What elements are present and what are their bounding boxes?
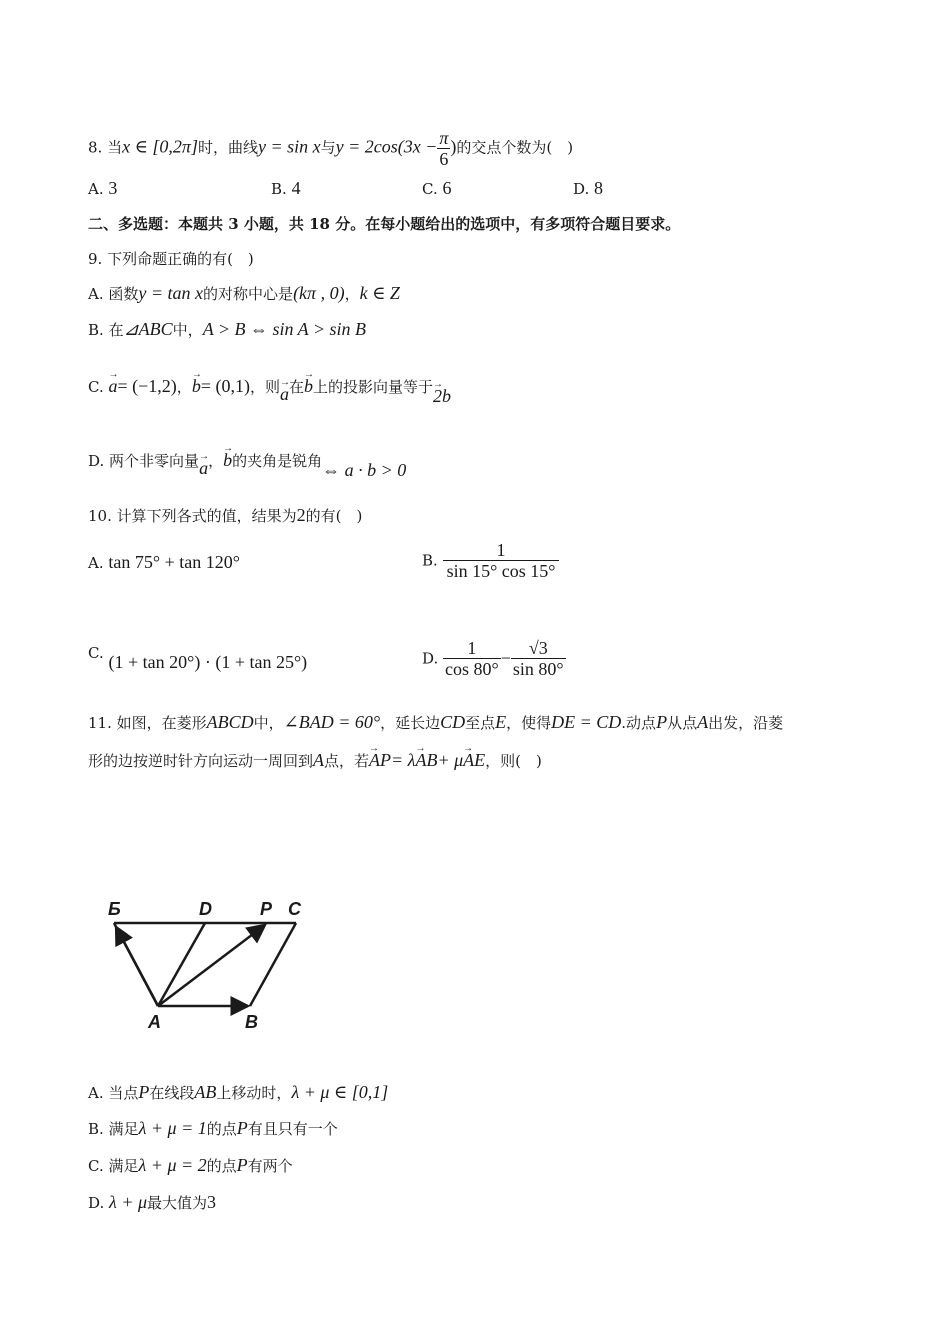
vector-ae — [116, 927, 158, 1006]
q8-stem: 8. 当x ∈ [0,2π]时，曲线y = sin x与y = 2cos(3x − $\frac{\pi}{6}$ )的交点个数为( ) — [88, 128, 574, 169]
q10-option-d: D. $\frac{1}{\cos 80^\circ}$ − $\frac{√3}{\sin 80^\circ}$ — [422, 638, 564, 679]
q10-b-fraction: $\frac{1}{\sin 15^\circ \cos 15^\circ}$ — [443, 540, 560, 581]
q8-curve1: y = sin x — [257, 136, 321, 157]
label-c: C — [288, 899, 301, 919]
q9-option-c: C. → a= (−1,2)，→ b= (0,1)，则→ a在→ b上的投影向量等于→ 2b — [88, 376, 451, 397]
line-cb — [250, 923, 296, 1006]
q10-d-fraction2: $\frac{√3}{\sin 80^\circ}$ — [512, 638, 564, 679]
q11-stem-line2: 形的边按逆时针方向运动一周回到A点，若→ AP= λ→ AB+ μ→ AE，则( ) — [88, 750, 542, 771]
vector-ap — [158, 925, 265, 1006]
line-ad — [158, 923, 205, 1006]
q10-stem: 10. 计算下列各式的值，结果为2的有( ) — [88, 505, 363, 525]
label-p: P — [260, 899, 273, 919]
q8-option-a: A. 3 — [88, 178, 118, 198]
q8-fraction: $\frac{\pi}{6}$ — [439, 128, 449, 169]
q10-d-fraction1: $\frac{1}{\cos 80^\circ}$ — [445, 638, 499, 679]
label-e: Б — [108, 899, 121, 919]
q11-stem-line1: 11. 如图，在菱形ABCD中，∠BAD = 60°，延长边CD至点E，使得DE = CD.动点P从点A出发，沿菱 — [88, 712, 784, 732]
q11-option-b: B. 满足λ + μ = 1的点P有且只有一个 — [88, 1118, 338, 1138]
rhombus-edges — [114, 923, 296, 1006]
q8-curve2: y = 2cos(3x − — [335, 136, 438, 157]
q8-number: 8. — [88, 138, 103, 157]
q10-option-c: C. (1 + tan 20°) · (1 + tan 25°) — [88, 644, 308, 672]
q8-option-b: B. 4 — [271, 178, 301, 198]
q8-option-d: D. 8 — [573, 178, 604, 198]
section-2-title: 二、多选题：本题共 3 小题，共 18 分。在每小题给出的选项中，有多项符合题目要求。 — [88, 215, 681, 233]
q8-domain: x ∈ [0,2π] — [122, 136, 198, 157]
label-a: A — [148, 1012, 161, 1032]
q10-option-b: B. $\frac{1}{\sin 15^\circ \cos 15^\circ}$ — [422, 540, 559, 581]
q11-option-d: D. λ + μ最大值为3 — [88, 1192, 217, 1212]
q11-option-a: A. 当点P在线段AB上移动时，λ + μ ∈ [0,1] — [88, 1082, 389, 1102]
q9-option-d: D. 两个非零向量→ a，→ b的夹角是锐角⇔ a · b > 0 — [88, 450, 406, 471]
q10-option-a: A. tan 75° + tan 120° — [88, 552, 240, 572]
label-d: D — [199, 899, 212, 919]
q9-stem: 9. 下列命题正确的有( ) — [88, 250, 254, 268]
q9-option-a: A. 函数y = tan x的对称中心是(kπ , 0)，k ∈ Z — [88, 283, 400, 303]
label-b: B — [245, 1012, 258, 1032]
q8-option-c: C. 6 — [422, 178, 452, 198]
q11-option-c: C. 满足λ + μ = 2的点P有两个 — [88, 1155, 293, 1175]
q9-option-b: B. 在⊿ABC中，A > B ⇔ sin A > sin B — [88, 319, 366, 339]
q11-figure — [100, 893, 315, 1033]
